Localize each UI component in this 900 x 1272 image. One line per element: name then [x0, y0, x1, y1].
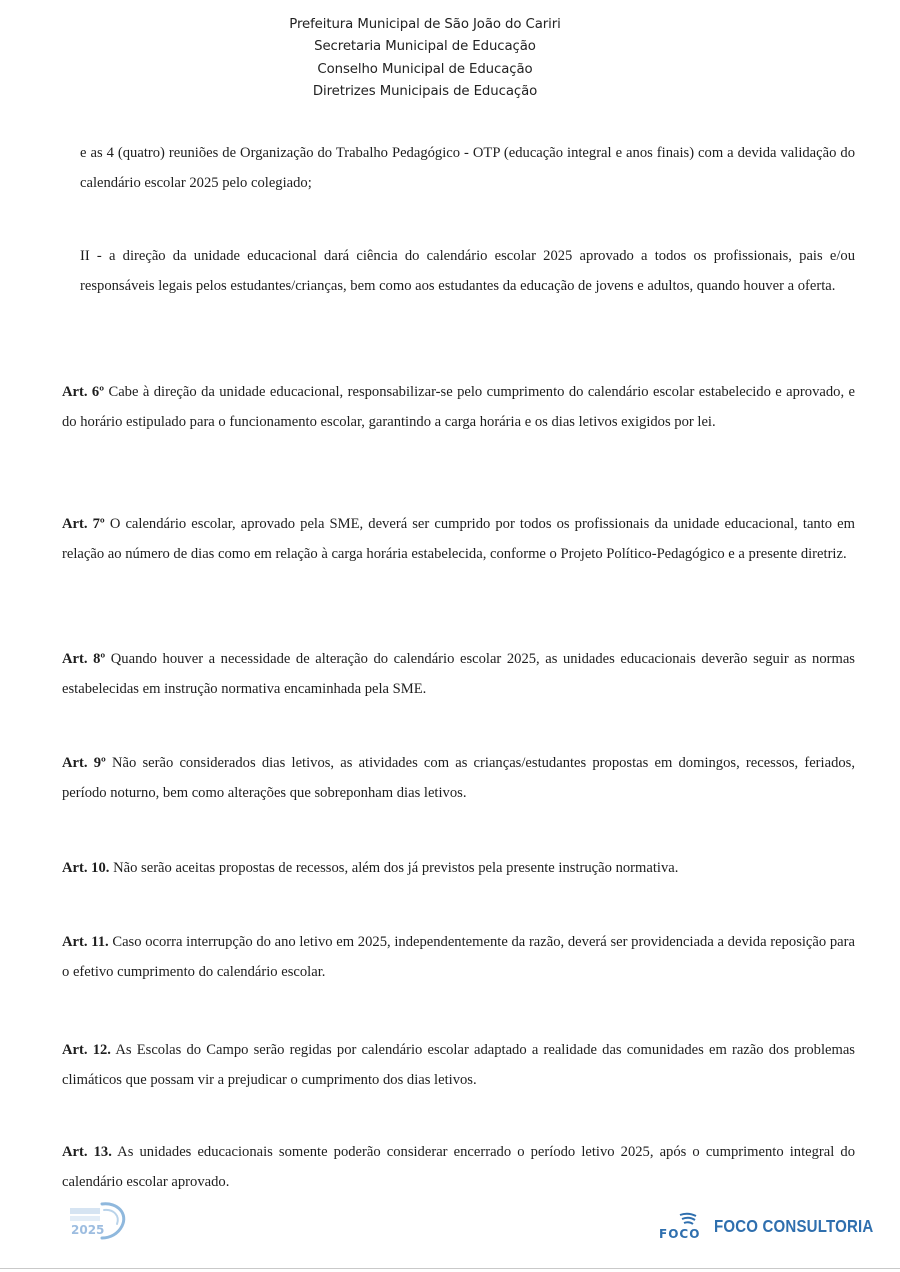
- article-8: [62, 645, 855, 704]
- article-6-text: Cabe à direção da unidade educacional, responsabilizar-se pelo cumprimento do calendário escolar estabelecido e aprovado, e do horário estipulado para o funcionamento escolar, garantindo a carga horária e os dias letivos exigidos por lei.: [62, 384, 855, 430]
- article-8-text: Quando houver a necessidade de alteração do calendário escolar 2025, as unidades educacionais deverão seguir as normas estabelecidas em instrução normativa encaminhada pela SME.: [62, 651, 855, 697]
- calendar-2025-logo: [66, 1198, 130, 1244]
- article-11: [62, 928, 855, 987]
- article-7-label: Art. 7º: [62, 516, 105, 532]
- article-10-label: Art. 10.: [62, 860, 110, 876]
- foco-mark-text: FOCO: [659, 1227, 701, 1240]
- paragraph-continuation: e as 4 (quatro) reuniões de Organização do Trabalho Pedagógico - OTP (educação integral e anos finais) com a devida validação do calendário escolar 2025 pelo colegiado;: [80, 145, 855, 191]
- article-12-text: As Escolas do Campo serão regidas por calendário escolar adaptado a realidade das comunidades em razão dos problemas climáticos que possam vir a prejudicar o cumprimento dos dias letivos.: [62, 1042, 855, 1088]
- document-header: [0, 14, 850, 103]
- header-secretariat: Secretaria Municipal de Educação: [314, 39, 536, 55]
- article-9-label: Art. 9º: [62, 755, 106, 771]
- foco-logo-icon: [658, 1212, 708, 1240]
- article-10: [62, 854, 855, 884]
- article-8-label: Art. 8º: [62, 651, 106, 667]
- article-9: [62, 749, 855, 808]
- article-7-text: O calendário escolar, aprovado pela SME, deverá ser cumprido por todos os profissionais da unidade educacional, tanto em relação ao número de dias como em relação à carga horária estabelecida, conforme o Projeto Político-Pedagógico e a presente diretriz.: [62, 516, 855, 562]
- foco-consultoria-brand: [658, 1212, 899, 1240]
- article-6-label: Art. 6º: [62, 384, 105, 400]
- article-6: [62, 378, 855, 437]
- article-12: [62, 1036, 855, 1095]
- article-13-text: As unidades educacionais somente poderão considerar encerrado o período letivo 2025, após o cumprimento integral do calendário escolar aprovado.: [62, 1144, 856, 1190]
- brand-name: FOCO CONSULTORIA: [714, 1215, 874, 1236]
- page-bottom-divider: [0, 1268, 900, 1269]
- article-11-text: Caso ocorra interrupção do ano letivo em 2025, independentemente da razão, deverá ser providenciada a devida reposição para o efetivo cumprimento do calendário escolar.: [62, 934, 855, 980]
- header-council: Conselho Municipal de Educação: [317, 61, 533, 77]
- article-12-label: Art. 12.: [62, 1042, 111, 1058]
- logo-year-text: 2025: [71, 1223, 105, 1237]
- article-7: [62, 510, 855, 569]
- header-municipality: Prefeitura Municipal de São João do Cariri: [289, 17, 561, 32]
- header-document-title: Diretrizes Municipais de Educação: [312, 83, 538, 99]
- article-10-text: Não serão aceitas propostas de recessos, além dos já previstos pela presente instrução normativa.: [109, 860, 679, 876]
- article-13: [62, 1138, 855, 1197]
- article-9-text: Não serão considerados dias letivos, as atividades com as crianças/estudantes propostas em domingos, recessos, feriados, período noturno, bem como alterações que sobreponham dias letivos.: [62, 755, 855, 801]
- article-11-label: Art. 11.: [62, 934, 109, 950]
- article-13-label: Art. 13.: [62, 1144, 112, 1160]
- paragraph-item-ii: II - a direção da unidade educacional dará ciência do calendário escolar 2025 aprovado a todos os profissionais, pais e/ou responsáveis legais pelos estudantes/crianças, bem como aos estudantes da educação de jovens e adultos, quando houver a oferta.: [80, 248, 855, 294]
